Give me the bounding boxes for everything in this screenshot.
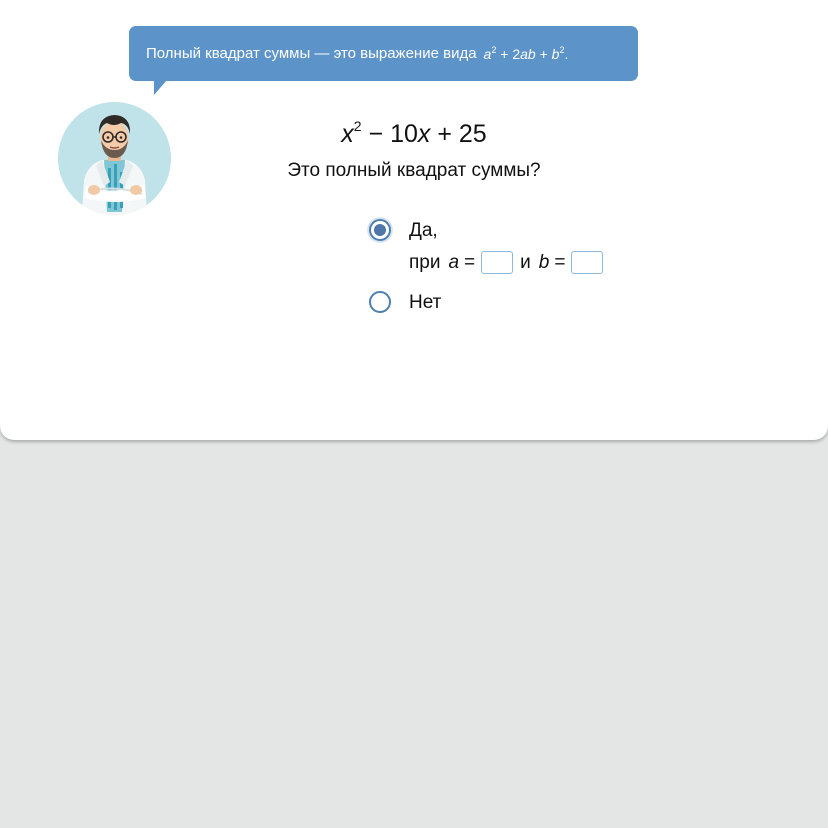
condition-var-a: a (448, 251, 460, 273)
formula-plus: + (539, 46, 548, 62)
expr-term: − 10 (368, 120, 418, 148)
a-value-input[interactable] (481, 251, 513, 274)
yes-condition-row (409, 250, 603, 275)
formula-b: b (551, 46, 560, 62)
formula-sup-a: 2 (491, 45, 497, 55)
b-value-input[interactable] (571, 251, 603, 274)
expr-power: 2 (353, 118, 362, 134)
condition-eq-b: = (554, 251, 566, 273)
formula-ab: ab (520, 46, 536, 62)
formula-a: a (483, 46, 492, 62)
expr-x-second: x (417, 120, 431, 148)
radio-yes[interactable] (369, 219, 391, 241)
task-question: Это полный квадрат суммы? (287, 160, 541, 181)
radio-no[interactable] (369, 291, 391, 313)
hint-bubble (129, 26, 638, 81)
expr-constant: + 25 (437, 120, 487, 148)
option-no-label[interactable]: Нет (409, 292, 442, 313)
condition-eq-a: = (464, 251, 476, 273)
condition-conj: и (520, 251, 531, 273)
formula-sup-b: 2 (559, 45, 565, 55)
task-expression (0, 118, 828, 149)
hint-text: Полный квадрат суммы — это выражение вида (146, 45, 477, 62)
formula-mid: + 2 (500, 46, 521, 62)
expr-x: x (341, 120, 354, 148)
hint-formula (484, 45, 569, 62)
option-yes-label[interactable]: Да, (409, 220, 438, 241)
condition-prefix: при (409, 251, 441, 273)
formula-end: . (564, 46, 569, 62)
condition-var-b: b (538, 251, 550, 273)
hint-bubble-tail (154, 80, 167, 95)
